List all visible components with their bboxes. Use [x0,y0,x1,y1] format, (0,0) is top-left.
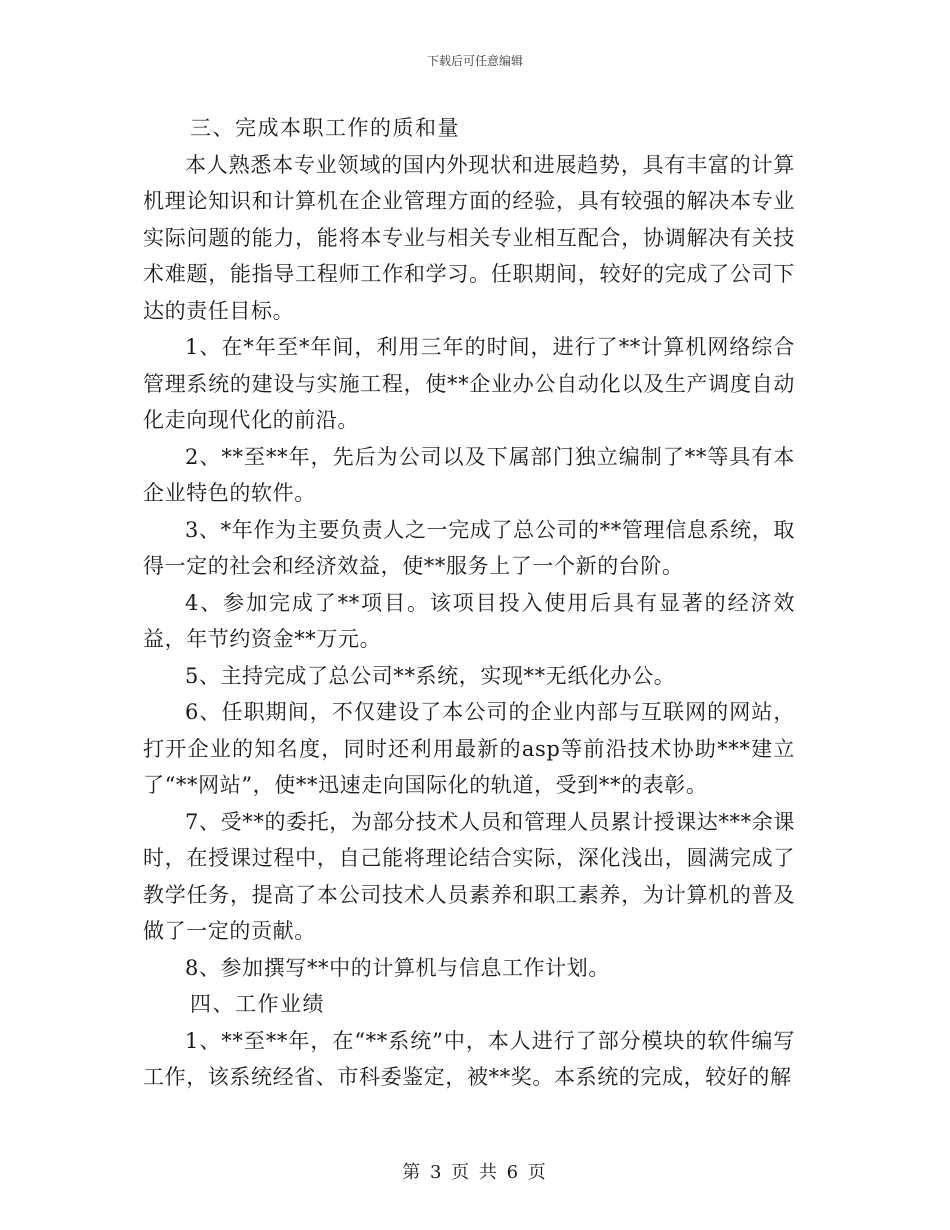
intro-paragraph: 本人熟悉本专业领域的国内外现状和进展趋势，具有丰富的计算机理论知识和计算机在企业管理方面的经验，具有较强的解决本专业实际问题的能力，能将本专业与相关专业相互配合，协调解决有关技术难题，能指导工程师工作和学习。任职期间，较好的完成了公司下达的责任目标。 [143,152,795,323]
list-item-2: 2、**至**年，先后为公司以及下属部门独立编制了**等具有本企业特色的软件。 [143,444,795,505]
page-number-footer: 第 3 页 共 6 页 [402,1162,548,1183]
list-item-4: 4、参加完成了**项目。该项目投入使用后具有显著的经济效益，年节约资金**万元。 [143,590,795,651]
list-item-7: 7、受**的委托，为部分技术人员和管理人员累计授课达***余课时，在授课过程中，自己能将理论结合实际，深化浅出，圆满完成了教学任务，提高了本公司技术人员素养和职工素养，为计算机的普及做了一定的贡献。 [143,809,795,943]
document-body [143,110,795,1096]
section-heading-3: 三、完成本职工作的质和量 [190,116,460,140]
list-item-5: 5、主持完成了总公司**系统，实现**无纸化办公。 [185,663,676,688]
achievement-item-1: 1、**至**年，在“**系统”中，本人进行了部分模块的软件编写工作，该系统经省、市科委鉴定，被**奖。本系统的完成，较好的解 [143,1028,795,1089]
list-item-8: 8、参加撰写**中的计算机与信息工作计划。 [185,955,610,980]
list-item-3: 3、*年作为主要负责人之一完成了总公司的**管理信息系统，取得一定的社会和经济效益，使**服务上了一个新的台阶。 [143,517,795,578]
section-heading-4: 四、工作业绩 [190,992,325,1016]
header-note: 下载后可任意编辑 [426,54,523,68]
list-item-1: 1、在*年至*年间，利用三年的时间，进行了**计算机网络综合管理系统的建设与实施工程，使**企业办公自动化以及生产调度自动化走向现代化的前沿。 [143,335,795,432]
list-item-6: 6、任职期间，不仅建设了本公司的企业内部与互联网的网站，打开企业的知名度，同时还利用最新的asp等前沿技术协助***建立了“**网站”，使**迅速走向国际化的轨道，受到**的表彰。 [143,700,795,797]
